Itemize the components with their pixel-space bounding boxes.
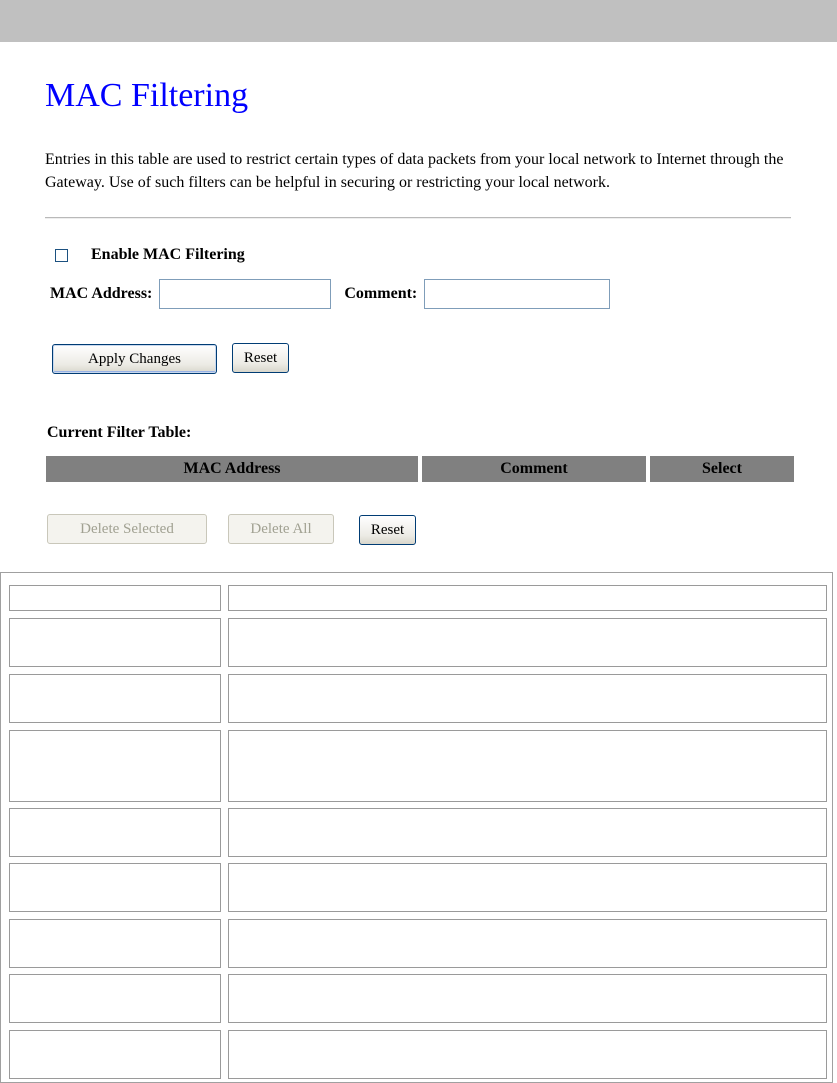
table-row bbox=[9, 618, 827, 667]
table-cell bbox=[9, 863, 221, 912]
table-row bbox=[9, 730, 827, 802]
table-row bbox=[9, 863, 827, 912]
table-row bbox=[9, 585, 827, 611]
table-row bbox=[9, 919, 827, 968]
reset-table-button[interactable]: Reset bbox=[359, 515, 416, 545]
table-cell bbox=[228, 585, 827, 611]
current-filter-table bbox=[46, 456, 794, 482]
table-cell bbox=[9, 974, 221, 1023]
table-cell bbox=[228, 919, 827, 968]
comment-input[interactable] bbox=[424, 279, 610, 309]
table-cell bbox=[9, 618, 221, 667]
table-cell bbox=[9, 1030, 221, 1079]
page-title: MAC Filtering bbox=[45, 77, 249, 114]
column-header-comment: Comment bbox=[422, 456, 646, 482]
enable-mac-filtering-row bbox=[55, 244, 245, 266]
description-table bbox=[0, 572, 833, 1083]
mac-address-input[interactable] bbox=[159, 279, 331, 309]
table-row bbox=[9, 808, 827, 857]
delete-all-button[interactable]: Delete All bbox=[228, 514, 334, 544]
column-header-mac-address: MAC Address bbox=[46, 456, 418, 482]
table-cell bbox=[228, 674, 827, 723]
divider bbox=[45, 217, 791, 219]
table-cell bbox=[228, 808, 827, 857]
delete-selected-button[interactable]: Delete Selected bbox=[47, 514, 207, 544]
table-cell bbox=[9, 730, 221, 802]
mac-address-label: MAC Address: bbox=[50, 285, 153, 302]
table-cell bbox=[9, 808, 221, 857]
enable-mac-filtering-checkbox[interactable] bbox=[55, 249, 68, 262]
enable-mac-filtering-label: Enable MAC Filtering bbox=[91, 246, 245, 263]
table-cell bbox=[228, 974, 827, 1023]
table-row bbox=[9, 1030, 827, 1079]
table-row bbox=[9, 974, 827, 1023]
table-cell bbox=[228, 863, 827, 912]
table-cell bbox=[9, 919, 221, 968]
table-cell bbox=[9, 585, 221, 611]
column-header-select: Select bbox=[650, 456, 794, 482]
table-cell bbox=[9, 674, 221, 723]
table-row bbox=[9, 674, 827, 723]
top-header-bar bbox=[0, 0, 837, 42]
current-filter-table-label: Current Filter Table: bbox=[47, 424, 192, 441]
reset-form-button[interactable]: Reset bbox=[232, 343, 289, 373]
apply-changes-button[interactable]: Apply Changes bbox=[52, 344, 217, 374]
page-description: Entries in this table are used to restrict certain types of data packets from your local network to Internet through the Gateway. Use of such filters can be helpful in securing or restricting your local network. bbox=[45, 151, 784, 191]
table-cell bbox=[228, 618, 827, 667]
table-cell bbox=[228, 1030, 827, 1079]
table-cell bbox=[228, 730, 827, 802]
comment-label: Comment: bbox=[344, 285, 418, 302]
mac-comment-row bbox=[50, 278, 610, 310]
